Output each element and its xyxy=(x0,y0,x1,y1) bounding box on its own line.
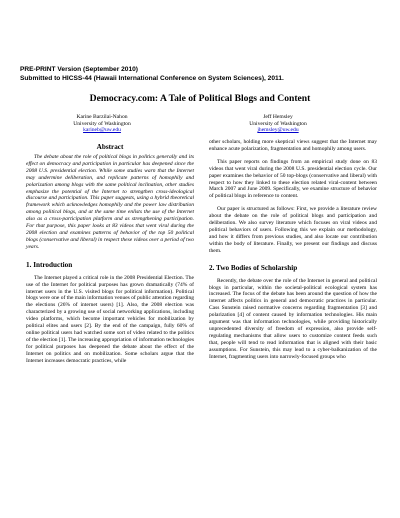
body-paragraph: This paper reports on findings from an empirical study done on 83 videos that went viral during the 2008 U.S. presidential election cycle. Our paper examines the behavior of 50 top-blogs (conservative and liberal) with respect to how they linked to these election related viral-content between March 2007 and June 2009. Specifically, we examine structure of behavior of political blogs in reference to content. xyxy=(209,158,377,200)
author-block xyxy=(32,114,172,134)
submission-line: Submitted to HICSS-44 (Hawaii International Conference on System Sciences), 2011. xyxy=(20,74,284,82)
introduction-heading: 1. Introduction xyxy=(26,260,73,269)
abstract-text: The debate about the role of political blogs in politics generally and its effect on democracy and participation in particular has deepened since the 2008 U.S. presidential election. While some studies warn that the Internet may undermine deliberation, and replicate patterns of homophily and polarization among blogs with the same political inclination, other studies emphasize the potential of the Internet to strengthen cross-ideological discourse and participation. This paper suggests, using a hybrid theoretical framework which acknowledges homophily and the power law distribution among political blogs, and at the same time enlists the use of the Internet also as a cross-participation platform and as strengthening participation. For that purpose, this paper looks at 83 videos that went viral during the 2008 election and examines patterns of behavior of the top 50 political blogs (conservative and liberal) in respect these videos over a period of two years. xyxy=(26,154,194,250)
author-email-link[interactable]: jhemsley@uw.edu xyxy=(257,127,299,134)
author-affiliation: University of Washington xyxy=(73,120,131,127)
author-name: Karine Barzilai-Nahon xyxy=(76,114,128,120)
body-paragraph: Our paper is structured as follows: First, we provide a literature review about the debate on the role of political blogs and participation and deliberation. We also survey literature which focuses on viral videos and political behaviors of users. Following this we explain our methodology, and how it differs from previous studies, and also locate our contribution within the body of literature. Finally, we present our findings and discuss them. xyxy=(209,206,377,254)
right-column xyxy=(209,139,377,366)
preprint-version-line: PRE-PRINT Version (September 2010) xyxy=(20,66,138,73)
paper-title: Democracy.com: A Tale of Political Blogs and Content xyxy=(89,93,311,104)
preprint-header xyxy=(20,66,390,83)
scholarship-heading: 2. Two Bodies of Scholarship xyxy=(209,263,298,272)
body-paragraph: other scholars, holding more skeptical views suggest that the Internet may enhance acute polarization, fragmentation and homophily among users. xyxy=(209,139,377,152)
author-email-link[interactable]: karineb@uw.edu xyxy=(83,127,121,134)
abstract-heading: Abstract xyxy=(96,143,124,151)
author-name: Jeff Hemsley xyxy=(263,114,293,120)
author-block xyxy=(208,114,348,134)
body-paragraph: Recently, the debate over the role of the Internet in general and political blogs in particular, within the societal-political ecological system has increased. The focus of the debate has been around the question of how the internet affects politics in general and democratic practices in particular. Cass Sunstein raised normative concerns regarding fragmentation [3] and polarization [4] of content caused by information technologies. His main argument was that information technologies, while providing historically unprecedented diversity of freedom of expression, also provide self-regulating mechanisms that allow users to customize content feeds such that, people will tend to read information that is aligned with their basic assumptions. For Sunstein, this may lead to a cyber-balkanization of the Internet, fragmenting users into narrowly-focused groups who xyxy=(209,277,377,360)
author-affiliation: University of Washington xyxy=(249,120,307,127)
introduction-paragraph: The Internet played a critical role in the 2008 Presidential Election. The use of the Internet for political purposes has grown dramatically (74% of internet users in the U.S. visited blogs for political information). Political blogs were one of the main information venues of public attention regarding the elections (26% of internet users) [1]. Also, the 2008 election was characterized by a growing use of social networking applications, including video platforms, which become important vehicles for mobilization by political elites and users [2]. By the end of the campaign, fully 60% of online political users had watched some sort of video related to the politics of the election [1]. The increasing appropriation of information technologies for political purposes has deepened the debate about the effect of the Internet on politics and on mobilization. Some scholars argue that the Internet increases democratic practices, while xyxy=(26,274,194,364)
left-column xyxy=(26,143,194,370)
